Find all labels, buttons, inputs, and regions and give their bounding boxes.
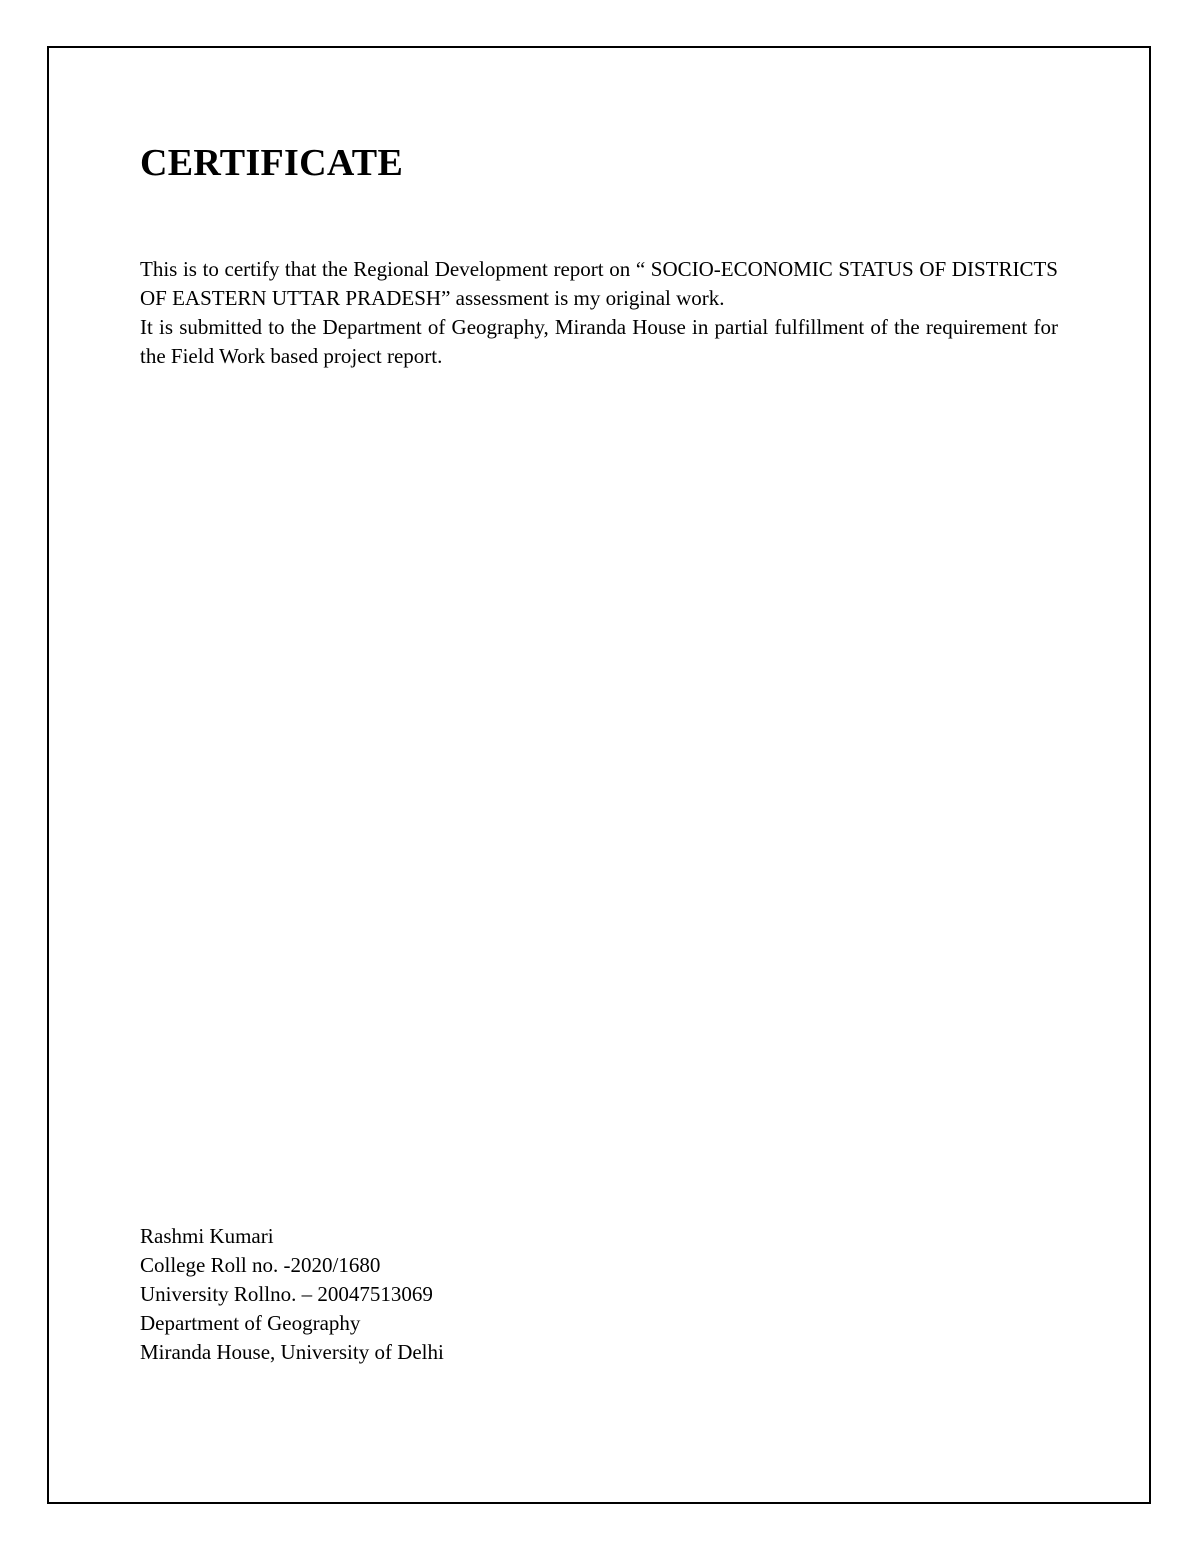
document-title: CERTIFICATE	[140, 142, 404, 184]
university-roll-number: University Rollno. – 20047513069	[140, 1282, 433, 1306]
certificate-statement: This is to certify that the Regional Development report on “ SOCIO-ECONOMIC STATUS OF DISTRICTS OF EASTERN UTTAR PRADESH” assessment is my original work.	[140, 257, 1058, 310]
certificate-body	[140, 255, 1058, 371]
submission-statement: It is submitted to the Department of Geography, Miranda House in partial fulfillment of the requirement for the Field Work based project report.	[140, 315, 1058, 368]
signature-block	[140, 1222, 740, 1367]
college-roll-number: College Roll no. -2020/1680	[140, 1253, 381, 1277]
student-name: Rashmi Kumari	[140, 1224, 274, 1248]
department-name: Department of Geography	[140, 1311, 361, 1335]
institution-name: Miranda House, University of Delhi	[140, 1340, 444, 1364]
